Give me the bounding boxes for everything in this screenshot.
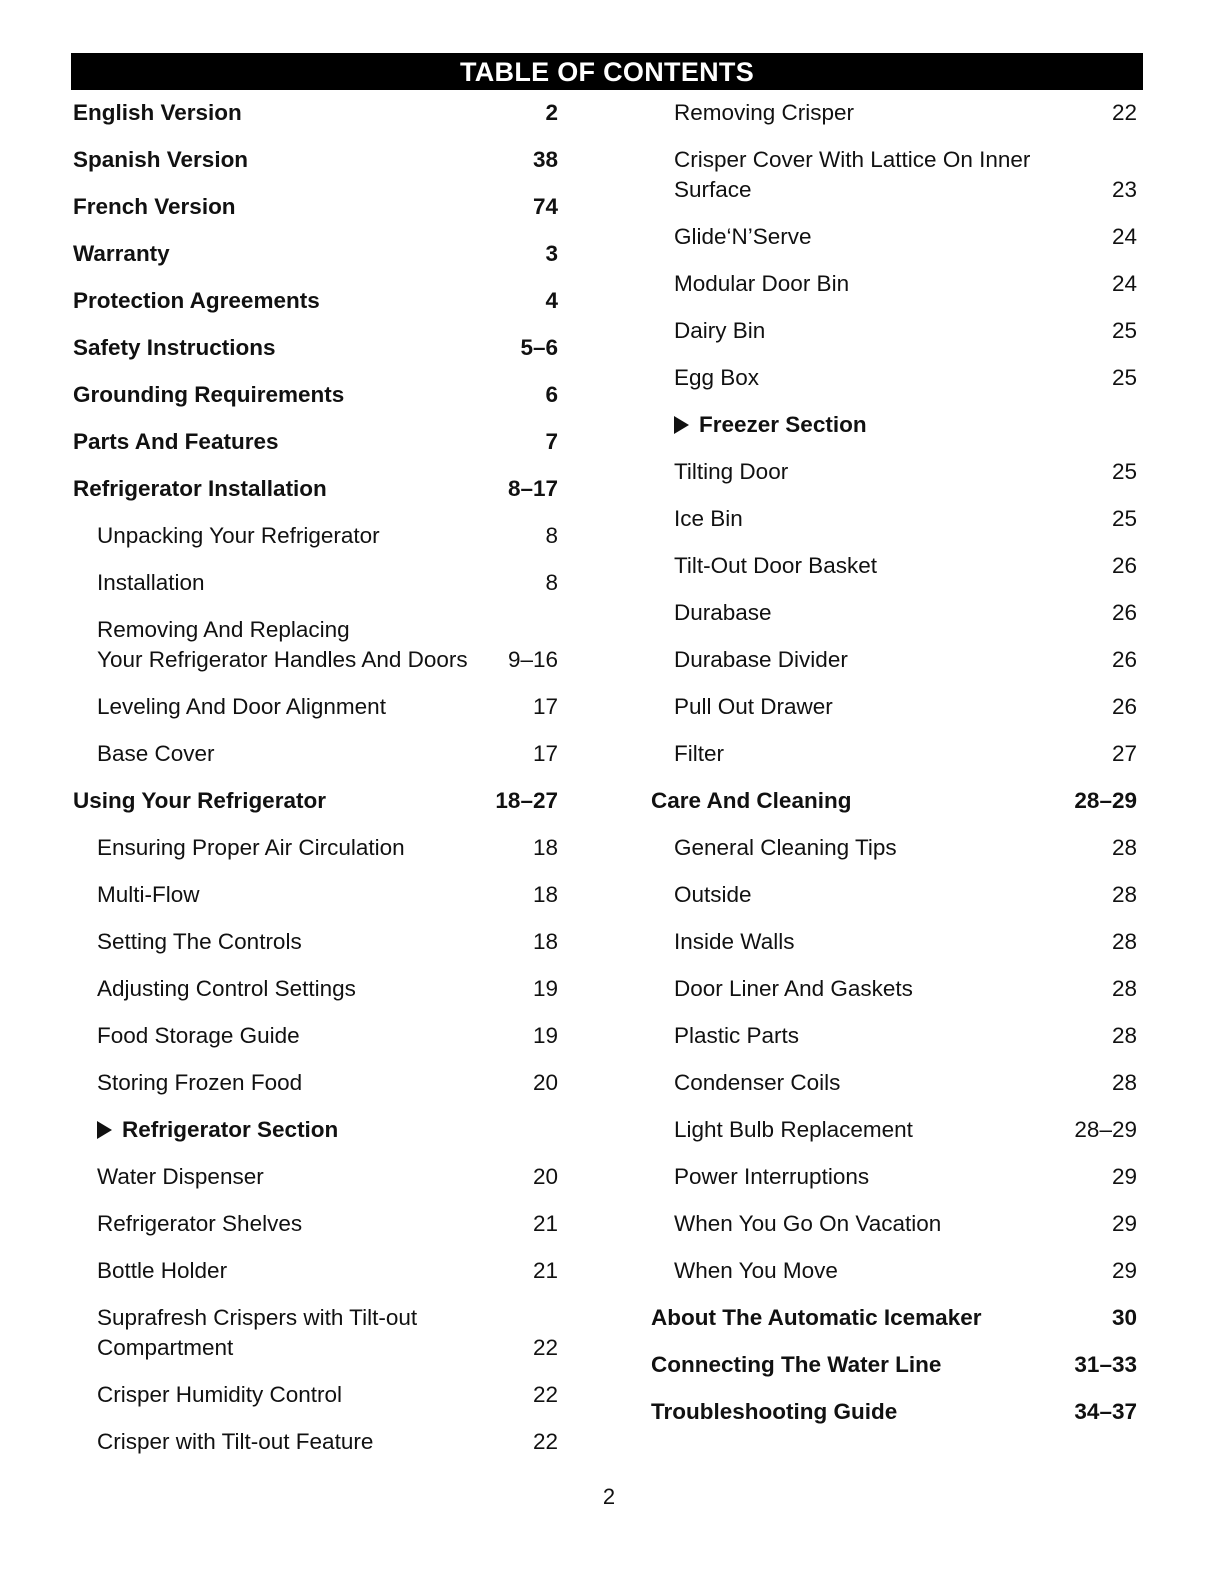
- toc-entry: [651, 551, 1137, 581]
- toc-entry-page: 9–16: [507, 647, 558, 672]
- toc-entry-page: 22: [532, 1382, 558, 1407]
- toc-entry: [651, 1209, 1137, 1239]
- toc-entry: [651, 880, 1137, 910]
- toc-entry-label: [73, 286, 535, 316]
- toc-entry: [651, 1068, 1137, 1098]
- toc-entry-text: Inside Walls: [674, 929, 795, 954]
- toc-entry-text: Suprafresh Crispers with Tilt-out Compartment: [97, 1305, 418, 1360]
- toc-entry-page: 23: [1111, 177, 1137, 202]
- toc-entry-page: 74: [532, 194, 558, 219]
- toc-entry-text: Crisper Cover With Lattice On Inner Surface: [674, 147, 1031, 202]
- toc-entry: [651, 1162, 1137, 1192]
- toc-entry-label: [73, 98, 535, 128]
- toc-entry-page: 25: [1111, 459, 1137, 484]
- toc-entry-page: 20: [532, 1070, 558, 1095]
- toc-entry: [651, 1021, 1137, 1051]
- toc-entry-text: Condenser Coils: [674, 1070, 841, 1095]
- toc-entry: [73, 927, 558, 957]
- toc-entry-page: 18: [532, 929, 558, 954]
- toc-entry-text: When You Go On Vacation: [674, 1211, 942, 1236]
- toc-entry-text: Installation: [97, 570, 205, 595]
- toc-entry-label: [73, 333, 510, 363]
- toc-entry: [73, 239, 558, 269]
- toc-entry: [651, 1115, 1137, 1145]
- toc-entry-label: [97, 927, 523, 957]
- toc-entry-label: [674, 1256, 1102, 1286]
- toc-entry-text: Egg Box: [674, 365, 760, 390]
- toc-entry-page: 28: [1111, 976, 1137, 1001]
- toc-entry: [651, 1256, 1137, 1286]
- toc-entry: [73, 333, 558, 363]
- toc-entry-text: Tilt-Out Door Basket: [674, 553, 877, 578]
- toc-entry-text: About The Automatic Icemaker: [651, 1305, 982, 1330]
- toc-entry-text: Warranty: [73, 241, 170, 266]
- toc-entry-page: 25: [1111, 365, 1137, 390]
- toc-entry-page: 28: [1111, 835, 1137, 860]
- toc-entry-page: 3: [545, 241, 558, 266]
- toc-entry-text: Bottle Holder: [97, 1258, 228, 1283]
- toc-entry-text: Base Cover: [97, 741, 215, 766]
- toc-entry-page: 4: [545, 288, 558, 313]
- toc-entry-page: 17: [532, 741, 558, 766]
- toc-entry-text: Ensuring Proper Air Circulation: [97, 835, 405, 860]
- toc-entry: [73, 974, 558, 1004]
- toc-entry-label: [97, 1021, 523, 1051]
- toc-entry-text: Door Liner And Gaskets: [674, 976, 913, 1001]
- toc-entry-label: [674, 598, 1102, 628]
- toc-entry-text: Durabase Divider: [674, 647, 848, 672]
- toc-entry-label: [73, 192, 523, 222]
- toc-entry-label: [674, 927, 1102, 957]
- toc-entry: [651, 457, 1137, 487]
- toc-entry-page: 7: [545, 429, 558, 454]
- toc-entry: [73, 474, 558, 504]
- toc-entry-page: 20: [532, 1164, 558, 1189]
- toc-section-heading: [674, 410, 1127, 440]
- toc-entry: [651, 269, 1137, 299]
- toc-entry-page: 27: [1111, 741, 1137, 766]
- toc-entry-text: Durabase: [674, 600, 772, 625]
- toc-entry: [651, 363, 1137, 393]
- toc-entry-text: Modular Door Bin: [674, 271, 850, 296]
- toc-entry-page: 25: [1111, 506, 1137, 531]
- toc-entry: [651, 410, 1137, 440]
- toc-entry-label: [97, 615, 498, 675]
- toc-entry-text: Removing And Replacing Your Refrigerator Handles And Doors: [97, 617, 468, 672]
- toc-entry: [651, 927, 1137, 957]
- toc-entry-label: [674, 1162, 1102, 1192]
- toc-entry-text: Outside: [674, 882, 752, 907]
- toc-entry: [73, 380, 558, 410]
- toc-entry-page: 28–29: [1074, 788, 1137, 813]
- toc-entry: [651, 645, 1137, 675]
- toc-entry-label: [674, 222, 1102, 252]
- toc-entry-page: 6: [545, 382, 558, 407]
- toc-entry-text: Dairy Bin: [674, 318, 766, 343]
- toc-entry-page: 19: [532, 1023, 558, 1048]
- toc-entry: [73, 521, 558, 551]
- toc-entry-label: [674, 457, 1102, 487]
- toc-entry-text: French Version: [73, 194, 236, 219]
- toc-entry: [73, 1209, 558, 1239]
- toc-entry-text: Plastic Parts: [674, 1023, 800, 1048]
- toc-entry-text: General Cleaning Tips: [674, 835, 897, 860]
- toc-entry-page: 28: [1111, 929, 1137, 954]
- toc-entry-page: 18: [532, 835, 558, 860]
- toc-entry-page: 30: [1111, 1305, 1137, 1330]
- toc-entry-label: [674, 504, 1102, 534]
- triangle-right-icon: [674, 416, 689, 434]
- toc-section-heading: [97, 1115, 548, 1145]
- toc-entry: [651, 1397, 1137, 1427]
- toc-entry: [73, 145, 558, 175]
- toc-entry: [651, 1350, 1137, 1380]
- toc-entry-page: 26: [1111, 600, 1137, 625]
- toc-entry: [651, 316, 1137, 346]
- toc-entry: [73, 286, 558, 316]
- toc-entry-page: 34–37: [1074, 1399, 1137, 1424]
- toc-entry-label: [97, 739, 523, 769]
- toc-entry-text: Light Bulb Replacement: [674, 1117, 913, 1142]
- toc-entry-text: Leveling And Door Alignment: [97, 694, 386, 719]
- toc-entry-text: Spanish Version: [73, 147, 249, 172]
- toc-entry: [73, 1021, 558, 1051]
- toc-entry-page: 24: [1111, 224, 1137, 249]
- toc-entry-text: Multi-Flow: [97, 882, 200, 907]
- toc-entry-label: [674, 1209, 1102, 1239]
- toc-entry-label: [674, 269, 1102, 299]
- toc-entry-page: 22: [532, 1429, 558, 1454]
- toc-entry-text: Pull Out Drawer: [674, 694, 833, 719]
- toc-entry: [651, 1303, 1137, 1333]
- toc-entry-text: Glide‘N’Serve: [674, 224, 812, 249]
- toc-entry-text: Filter: [674, 741, 724, 766]
- toc-entry-label: [674, 739, 1102, 769]
- toc-entry-text: Using Your Refrigerator: [73, 788, 326, 813]
- toc-entry-label: [97, 1256, 523, 1286]
- toc-entry-label: [651, 1303, 1102, 1333]
- toc-entry-page: 18–27: [495, 788, 558, 813]
- toc-entry-label: [674, 880, 1102, 910]
- toc-entry: [73, 1380, 558, 1410]
- toc-entry-page: 19: [532, 976, 558, 1001]
- toc-entry: [73, 98, 558, 128]
- toc-entry-label: [674, 551, 1102, 581]
- page-number: 2: [602, 1484, 616, 1509]
- toc-entry: [73, 1303, 558, 1363]
- toc-entry-page: 2: [545, 100, 558, 125]
- toc-entry: [73, 1162, 558, 1192]
- toc-entry-text: Freezer Section: [699, 412, 867, 437]
- toc-entry-label: [97, 1380, 523, 1410]
- toc-entry-label: [97, 692, 523, 722]
- toc-entry-page: 28–29: [1074, 1117, 1137, 1142]
- toc-entry-page: 25: [1111, 318, 1137, 343]
- toc-entry-label: [97, 833, 523, 863]
- toc-entry: [651, 692, 1137, 722]
- toc-entry-label: [73, 239, 535, 269]
- toc-entry-label: [97, 1068, 523, 1098]
- toc-entry-label: [97, 1209, 523, 1239]
- toc-entry: [651, 739, 1137, 769]
- toc-entry: [73, 833, 558, 863]
- toc-entry-page: 38: [532, 147, 558, 172]
- toc-entry: [73, 786, 558, 816]
- toc-entry-page: 17: [532, 694, 558, 719]
- toc-entry-label: [674, 1115, 1064, 1145]
- toc-entry-label: [674, 145, 1102, 205]
- toc-entry-text: Unpacking Your Refrigerator: [97, 523, 380, 548]
- toc-entry-label: [97, 880, 523, 910]
- toc-entry: [73, 615, 558, 675]
- toc-entry-page: 18: [532, 882, 558, 907]
- toc-entry-text: Crisper with Tilt-out Feature: [97, 1429, 374, 1454]
- toc-entry: [651, 504, 1137, 534]
- toc-title: TABLE OF CONTENTS: [71, 53, 1143, 90]
- toc-entry: [651, 222, 1137, 252]
- toc-entry-text: Refrigerator Installation: [73, 476, 327, 501]
- toc-entry-page: 8–17: [507, 476, 558, 501]
- toc-entry: [651, 786, 1137, 816]
- toc-entry-label: [97, 568, 535, 598]
- toc-entry-label: [73, 145, 523, 175]
- toc-entry-label: [674, 1068, 1102, 1098]
- toc-entry-label: [97, 521, 535, 551]
- toc-entry-text: Food Storage Guide: [97, 1023, 300, 1048]
- toc-entry-label: [97, 1162, 523, 1192]
- toc-entry: [73, 880, 558, 910]
- toc-entry-text: English Version: [73, 100, 242, 125]
- toc-entry-page: 22: [1111, 100, 1137, 125]
- toc-entry: [651, 833, 1137, 863]
- toc-entry-text: Care And Cleaning: [651, 788, 852, 813]
- toc-entry: [73, 739, 558, 769]
- toc-entry-page: 28: [1111, 882, 1137, 907]
- toc-entry-page: 31–33: [1074, 1352, 1137, 1377]
- toc-entry-page: 29: [1111, 1258, 1137, 1283]
- triangle-right-icon: [97, 1121, 112, 1139]
- toc-entry-text: Crisper Humidity Control: [97, 1382, 343, 1407]
- toc-entry-label: [674, 692, 1102, 722]
- toc-entry-label: [97, 1427, 523, 1457]
- toc-entry-label: [674, 98, 1102, 128]
- toc-entry-label: [674, 833, 1102, 863]
- toc-entry-text: When You Move: [674, 1258, 838, 1283]
- toc-entry-page: 28: [1111, 1070, 1137, 1095]
- toc-entry-page: 21: [532, 1258, 558, 1283]
- toc-entry-text: Protection Agreements: [73, 288, 320, 313]
- toc-entry-text: Adjusting Control Settings: [97, 976, 356, 1001]
- toc-entry: [73, 192, 558, 222]
- toc-entry-text: Safety Instructions: [73, 335, 276, 360]
- toc-entry-text: Ice Bin: [674, 506, 743, 531]
- toc-entry-label: [73, 474, 498, 504]
- toc-entry: [73, 692, 558, 722]
- toc-entry: [73, 427, 558, 457]
- toc-entry-label: [651, 786, 1064, 816]
- toc-entry-page: 26: [1111, 694, 1137, 719]
- toc-entry: [651, 598, 1137, 628]
- toc-entry-label: [651, 1397, 1064, 1427]
- toc-entry-text: Refrigerator Shelves: [97, 1211, 303, 1236]
- toc-entry-label: [97, 974, 523, 1004]
- toc-entry-text: Power Interruptions: [674, 1164, 870, 1189]
- toc-entry-label: [674, 974, 1102, 1004]
- toc-entry-text: Setting The Controls: [97, 929, 302, 954]
- toc-entry-page: 22: [532, 1335, 558, 1360]
- toc-entry: [73, 568, 558, 598]
- toc-entry: [651, 974, 1137, 1004]
- toc-entry-page: 26: [1111, 647, 1137, 672]
- toc-entry-text: Grounding Requirements: [73, 382, 345, 407]
- toc-entry: [73, 1068, 558, 1098]
- toc-entry-label: [674, 645, 1102, 675]
- toc-entry-page: 29: [1111, 1211, 1137, 1236]
- toc-right-column: [651, 98, 1137, 1444]
- toc-entry-page: 5–6: [520, 335, 558, 360]
- toc-entry-label: [97, 1303, 523, 1363]
- toc-entry-page: 24: [1111, 271, 1137, 296]
- toc-entry-text: Removing Crisper: [674, 100, 855, 125]
- toc-entry-page: 8: [545, 523, 558, 548]
- toc-entry-label: [651, 1350, 1064, 1380]
- toc-entry-page: 29: [1111, 1164, 1137, 1189]
- toc-entry-page: 26: [1111, 553, 1137, 578]
- toc-entry-page: 28: [1111, 1023, 1137, 1048]
- toc-entry-label: [73, 786, 485, 816]
- toc-entry-label: [73, 380, 535, 410]
- toc-left-column: [73, 98, 558, 1474]
- toc-entry-page: 21: [532, 1211, 558, 1236]
- toc-entry-text: Connecting The Water Line: [651, 1352, 942, 1377]
- toc-entry-label: [674, 316, 1102, 346]
- toc-entry-page: 8: [545, 570, 558, 595]
- toc-entry: [73, 1115, 558, 1145]
- toc-entry-label: [674, 363, 1102, 393]
- toc-entry-text: Tilting Door: [674, 459, 789, 484]
- toc-entry: [73, 1256, 558, 1286]
- toc-entry: [651, 98, 1137, 128]
- toc-entry-text: Refrigerator Section: [122, 1117, 339, 1142]
- toc-entry-text: Storing Frozen Food: [97, 1070, 303, 1095]
- toc-entry: [651, 145, 1137, 205]
- toc-entry-label: [73, 427, 535, 457]
- toc-entry-text: Troubleshooting Guide: [651, 1399, 898, 1424]
- toc-entry-text: Parts And Features: [73, 429, 279, 454]
- toc-entry: [73, 1427, 558, 1457]
- toc-entry-text: Water Dispenser: [97, 1164, 264, 1189]
- toc-entry-label: [674, 1021, 1102, 1051]
